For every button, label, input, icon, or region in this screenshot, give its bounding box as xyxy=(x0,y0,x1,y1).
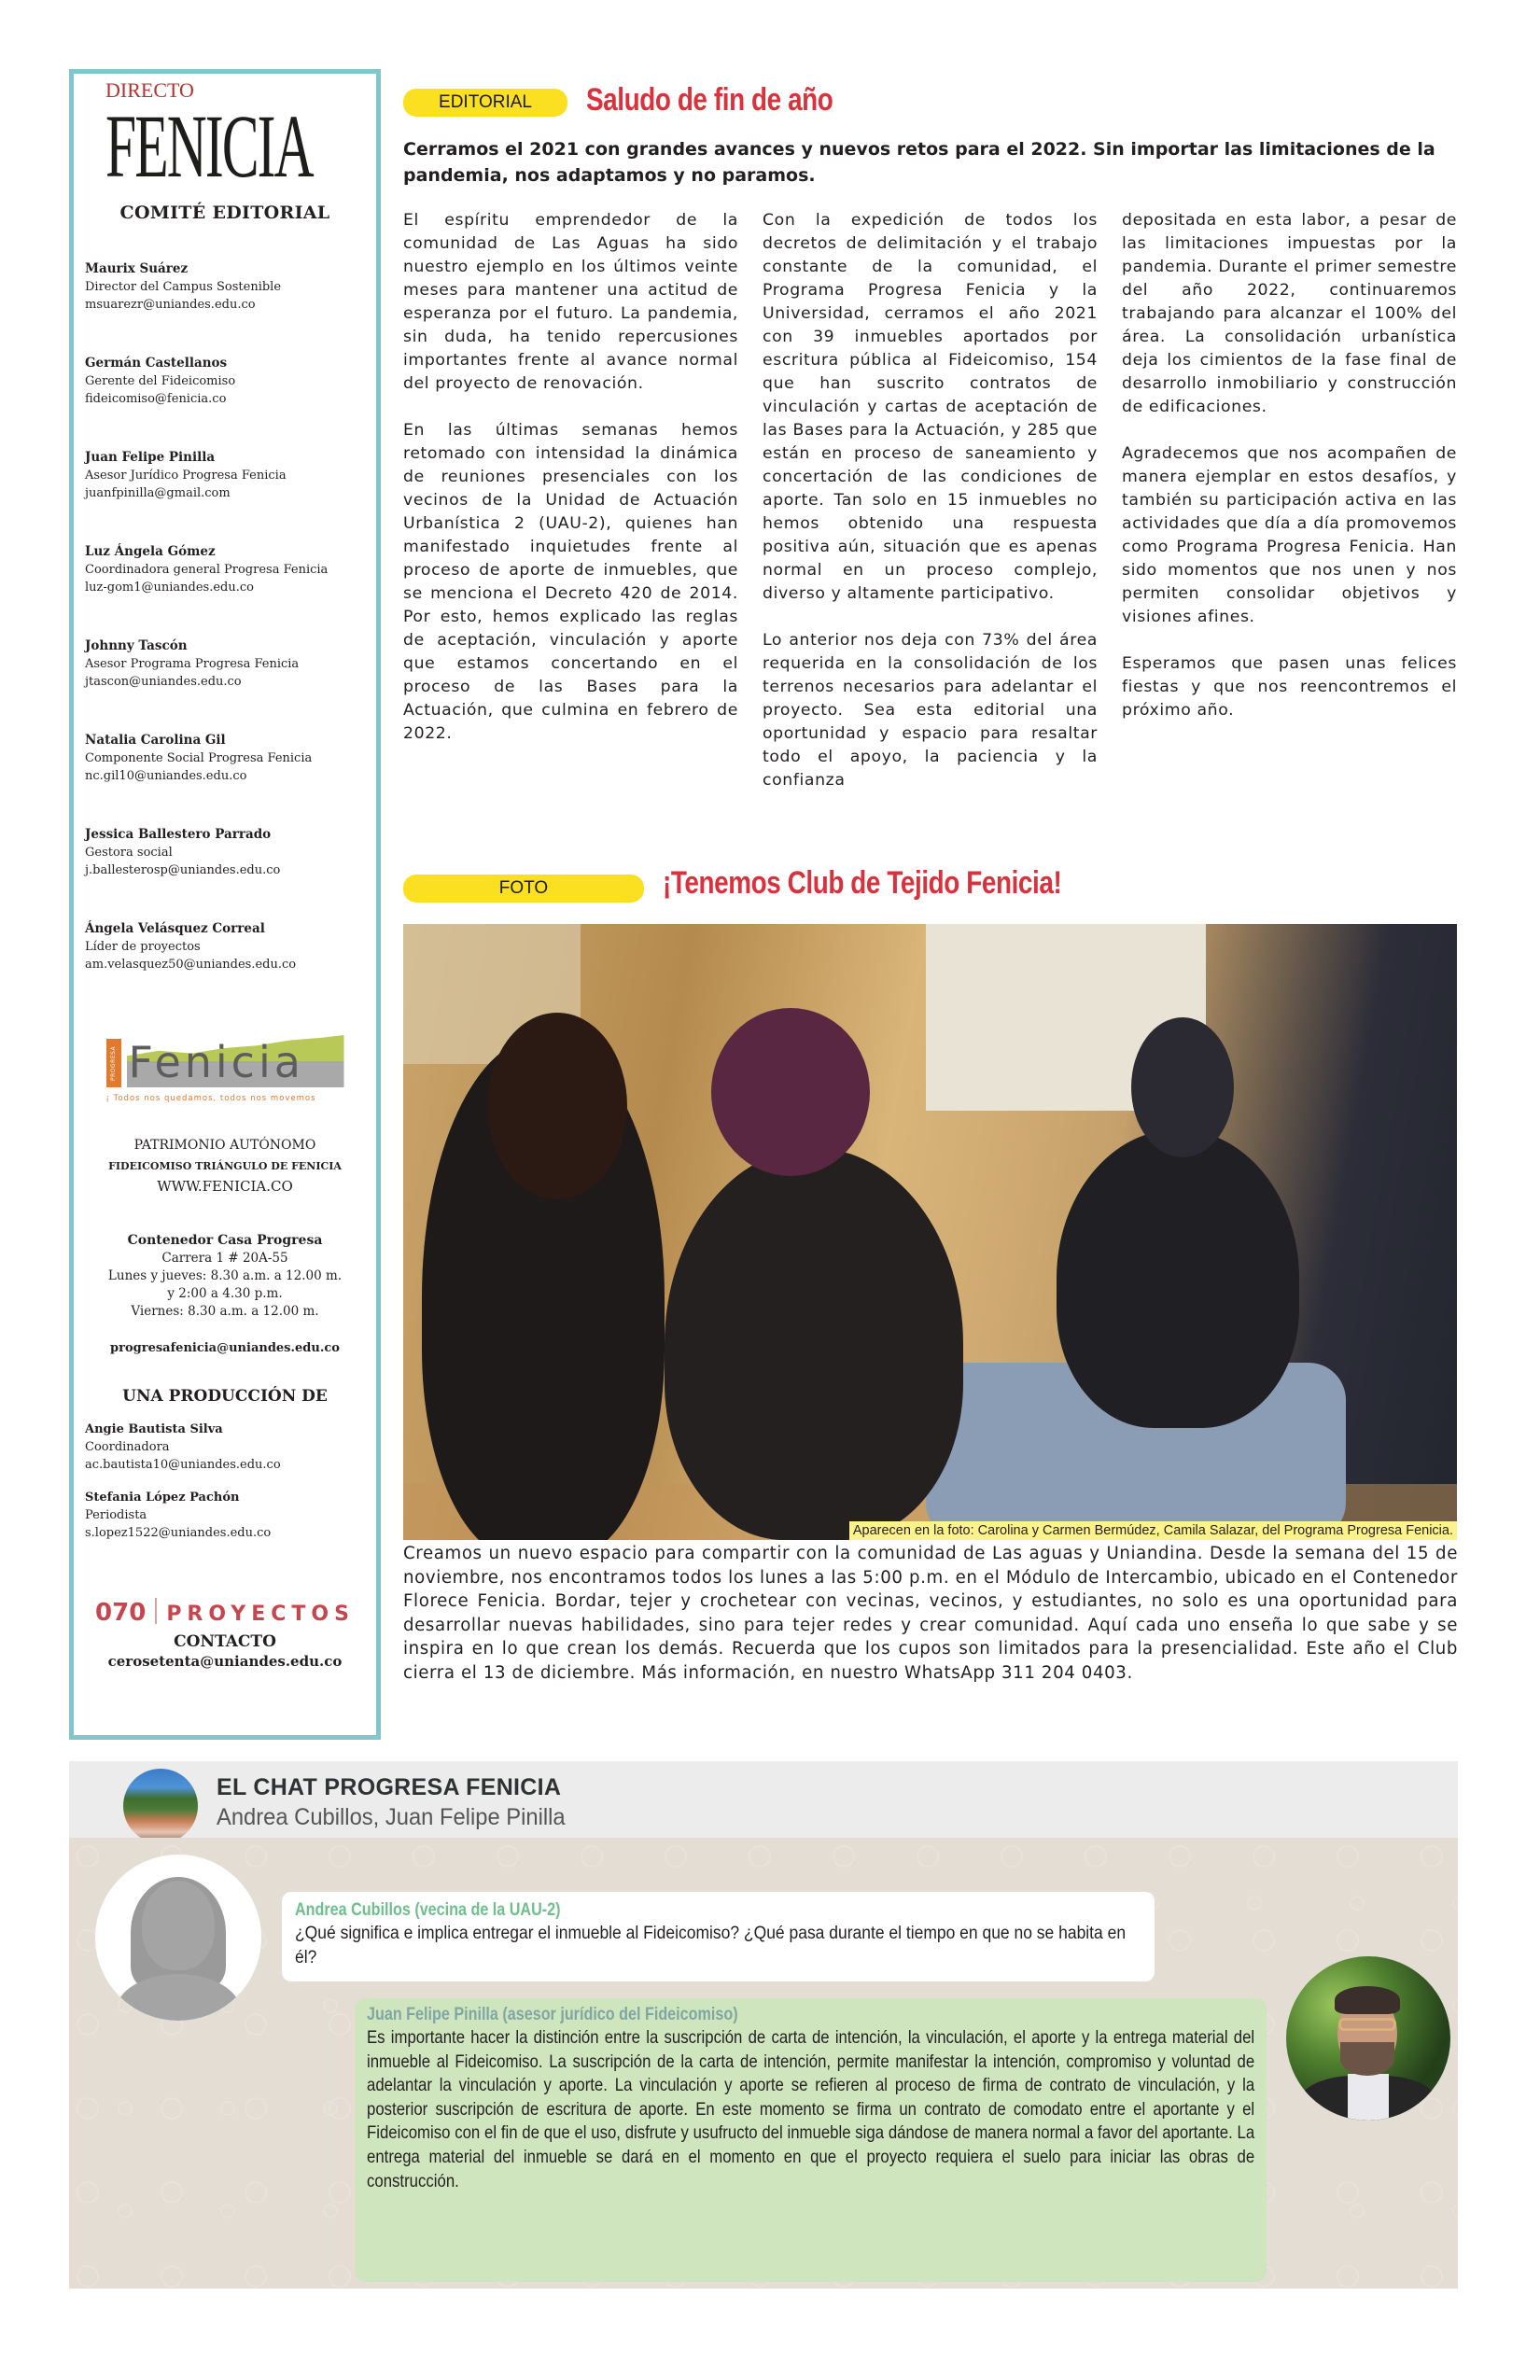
member-role: Componente Social Progresa Fenicia xyxy=(85,751,313,765)
paragraph: En las últimas semanas hemos retomado con intensidad la dinámica de reuniones presenciales con los vecinos de la Unidad de Actuación Urbanística 2 (UAU-2), quienes han manifestado inquietudes frente al proceso de aporte de inmuebles, que se menciona el Decreto 420 de 2014. Por esto, hemos explicado las reglas de aceptación, vinculación y aporte que estamos concertando en el proceso de las Bases para la Actuación, que culmina en febrero de 2022. xyxy=(403,421,738,743)
editorial-lead: Cerramos el 2021 con grandes avances y nuevos retos para el 2022. Sin importar las limitaciones de la pandemia, nos adaptamos y no paramos. xyxy=(403,139,1435,186)
avatar-beard xyxy=(1340,2042,1394,2076)
committee-title: COMITÉ EDITORIAL xyxy=(119,203,330,223)
paragraph: Agradecemos que nos acompañen de manera ejemplar en estos desafíos, y también su participación activa en las actividades que día a día promovemos como Programa Progresa Fenicia. Han sido momentos que nos unen y nos permiten consolidar objetivos y visiones afines. xyxy=(1122,444,1457,626)
paragraph: El espíritu emprendedor de la comunidad de Las Aguas ha sido nuestro ejemplo en los últimos veinte meses para mantener una actitud de esperanza por el futuro. La pandemia, sin duda, ha tenido repercusiones importantes frente al avance normal del proyecto de renovación. xyxy=(403,211,738,393)
member-email[interactable]: j.ballesterosp@uniandes.edu.co xyxy=(85,863,281,877)
member-role: Director del Campus Sostenible xyxy=(85,280,282,294)
editorial-column xyxy=(1122,209,1457,792)
photo-section-body: Creamos un nuevo espacio para compartir con la comunidad de Las aguas y Uniandina. Desde la semana del 15 de noviembre, nos encontramos todos los lunes a las 5:00 p.m. en el Módulo de Intercambio, ubicado en el Contenedor Florece Fenicia. Bordar, tejer y crochetear con vecinas, vecinos, y estudiantes, no solo es una oportunidad para desarrollar nuevas habilidades, sino para tejer redes y crear comunidad. Aquí cada uno enseña lo que sabe y se inspira en lo que crean los demás. Recuerda que los cupos son limitados para la presencialidad. Este año el Club cierra el 13 de diciembre. Más información, en nuestro WhatsApp 311 204 0403. xyxy=(403,1544,1458,1683)
office-title: Contenedor Casa Progresa xyxy=(127,1233,323,1248)
member-name: Angie Bautista Silva xyxy=(85,1422,223,1436)
logo-number: 070 xyxy=(95,1599,147,1627)
masthead-logo xyxy=(85,79,365,199)
photo-tag: FOTO xyxy=(403,875,644,903)
contact-label: CONTACTO xyxy=(174,1632,276,1651)
member-name: Jessica Ballestero Parrado xyxy=(85,827,272,842)
paragraph: Esperamos que pasen unas felices fiestas y que nos reencontremos el próximo año. xyxy=(1122,654,1457,720)
website-link[interactable]: WWW.FENICIA.CO xyxy=(157,1178,293,1195)
office-hours: Lunes y jueves: 8.30 a.m. a 12.00 m. xyxy=(107,1268,343,1283)
member-email[interactable]: luz-gom1@uniandes.edu.co xyxy=(85,581,254,595)
logo-graphic-row xyxy=(106,1033,344,1089)
chat-title: EL CHAT PROGRESA FENICIA xyxy=(217,1774,562,1800)
member-email[interactable]: s.lopez1522@uniandes.edu.co xyxy=(85,1526,272,1540)
logo-tagline: ¡ Todos nos quedamos, todos nos movemos xyxy=(105,1094,316,1103)
patrimonio-label: PATRIMONIO AUTÓNOMO xyxy=(133,1138,316,1153)
member-role: Periodista xyxy=(85,1508,147,1522)
logo-word: Fenicia xyxy=(128,1037,304,1087)
committee-members xyxy=(85,260,365,973)
editorial-title: Saludo de fin de año xyxy=(586,82,833,118)
progresa-fenicia-logo xyxy=(106,1033,344,1104)
default-avatar-icon xyxy=(95,1855,261,2021)
member-role: Gerente del Fideicomiso xyxy=(85,374,236,388)
logo-word: PROYECTOS xyxy=(166,1603,355,1626)
photo-figure xyxy=(1057,1129,1299,1428)
glasses-icon xyxy=(1338,2018,1396,2031)
committee-member xyxy=(85,449,365,502)
member-email[interactable]: am.velasquez50@uniandes.edu.co xyxy=(85,958,297,972)
masthead-kicker: DIRECTO xyxy=(105,79,194,102)
logo-vertical-label: PROGRESA xyxy=(106,1039,121,1087)
editorial-column xyxy=(403,209,738,792)
chat-message-answer xyxy=(355,1998,1267,2282)
fideicomiso-label: FIDEICOMISO TRIÁNGULO DE FENICIA xyxy=(108,1160,342,1172)
production-title: UNA PRODUCCIÓN DE xyxy=(122,1387,328,1406)
production-member xyxy=(85,1489,365,1542)
sidebar-masthead-panel xyxy=(69,69,381,1740)
juan-felipe-avatar xyxy=(1286,1956,1450,2121)
masthead-name-wrap xyxy=(105,102,365,191)
member-role: Coordinadora general Progresa Fenicia xyxy=(85,563,329,577)
chat-group-avatar xyxy=(123,1769,198,1843)
production-member xyxy=(85,1421,365,1474)
member-role: Asesor Programa Progresa Fenicia xyxy=(85,657,300,671)
photo-figure xyxy=(711,1008,870,1176)
contact-email[interactable]: cerosetenta@uniandes.edu.co xyxy=(107,1653,343,1670)
committee-member xyxy=(85,355,365,408)
committee-member xyxy=(85,543,365,596)
photo-figure xyxy=(1131,1017,1234,1157)
chat-header xyxy=(69,1761,1458,1838)
message-text: ¿Qué significa e implica entregar el inmueble al Fideicomiso? ¿Qué pasa durante el tiempo en que no se habita en él? xyxy=(295,1924,1127,1967)
member-email[interactable]: jtascon@uniandes.edu.co xyxy=(85,675,242,689)
editorial-columns xyxy=(403,209,1458,792)
member-email[interactable]: msuarezr@uniandes.edu.co xyxy=(85,298,256,312)
photo-figure xyxy=(665,1148,963,1540)
committee-member xyxy=(85,920,365,973)
committee-member xyxy=(85,826,365,879)
message-author: Juan Felipe Pinilla (asesor jurídico del Fideicomiso) xyxy=(367,2005,738,2024)
member-email[interactable]: fideicomiso@fenicia.co xyxy=(85,392,227,406)
masthead-name: FENICIA xyxy=(105,102,313,191)
paragraph: depositada en esta labor, a pesar de las limitaciones impuestas por la pandemia. Durante el primer semestre del año 2022, continuaremos trabajando para alcanzar el 100% del área. La consolidación urbanística deja los cimientos de la fase final de desarrollo inmobiliario y construcción de edificaciones. xyxy=(1122,211,1457,416)
member-name: Maurix Suárez xyxy=(85,261,189,276)
member-name: Stefania López Pachón xyxy=(85,1491,240,1505)
editorial-tag: EDITORIAL xyxy=(403,89,567,117)
office-hours: Viernes: 8.30 a.m. a 12.00 m. xyxy=(131,1304,319,1319)
chat-message-question xyxy=(282,1892,1155,1981)
paragraph: Con la expedición de todos los decretos de delimitación y el trabajo constante de la comunidad, el Programa Progresa Fenicia y la Universidad, cerramos el año 2021 con 39 inmuebles aportados por escritura pública al Fideicomiso, 154 que han suscrito contratos de vinculación y cartas de aceptación de las Bases para la Actuación, y 285 que están en proceso de saneamiento y concertación de las condiciones de aporte. Tan solo en 15 inmuebles no hemos obtenido una respuesta positiva aún, situación que es apenas normal en un proceso complejo, diverso y altamente participativo. xyxy=(763,211,1098,603)
photo-figure xyxy=(487,1013,627,1199)
photo-caption: Aparecen en la foto: Carolina y Carmen Bermúdez, Camila Salazar, del Programa Progresa Fenicia. xyxy=(849,1521,1457,1540)
member-role: Gestora social xyxy=(85,846,173,860)
member-email[interactable]: juanfpinilla@gmail.com xyxy=(85,486,231,500)
paragraph: Lo anterior nos deja con 73% del área requerida en la consolidación de los terrenos necesarios para adelantar el proyecto. Sea esta editorial una oportunidad y espacio para resaltar todo el apoyo, la paciencia y la confianza xyxy=(763,631,1098,790)
office-hours: y 2:00 a 4.30 p.m. xyxy=(167,1286,283,1301)
chat-body xyxy=(69,1838,1458,2289)
070-proyectos-logo xyxy=(85,1598,365,1627)
member-name: Luz Ángela Gómez xyxy=(85,544,216,559)
member-role: Asesor Jurídico Progresa Fenicia xyxy=(85,469,287,483)
member-name: Ángela Velásquez Correal xyxy=(85,921,265,936)
member-name: Juan Felipe Pinilla xyxy=(85,450,216,465)
office-email[interactable]: progresafenicia@uniandes.edu.co xyxy=(110,1341,340,1355)
photo-section-title: ¡Tenemos Club de Tejido Fenicia! xyxy=(663,865,1062,901)
office-address: Carrera 1 # 20A-55 xyxy=(161,1251,288,1266)
member-name: Johnny Tascón xyxy=(85,638,188,653)
committee-member xyxy=(85,637,365,691)
avatar-head xyxy=(142,1881,215,1970)
editorial-column xyxy=(763,209,1098,792)
member-email[interactable]: ac.bautista10@uniandes.edu.co xyxy=(85,1458,281,1472)
message-author: Andrea Cubillos (vecina de la UAU-2) xyxy=(295,1900,561,1920)
message-text: Es importante hacer la distinción entre la suscripción de carta de intención, la vinculación, el aporte y la entrega material del inmueble al Fideicomiso. La suscripción de la carta de intención, permite manifestar la intención, compromiso y voluntad de adelantar la vinculación y aporte. La vinculación y aporte se refieren al proceso de firma de contrato de vinculación, y la posterior suscripción de escritura de aporte. En este momento se firma un contrato de comodato entre el aportante y el Fideicomiso con el fin de que el uso, disfrute y usufructo del inmueble siga dándose de manera normal a favor del aportante. La entrega material del inmueble se dará en el momento en que el proyecto requiera el suelo para iniciar las obras de construcción. xyxy=(367,2027,1255,2191)
knitting-club-photo xyxy=(403,924,1457,1540)
committee-member xyxy=(85,260,365,314)
member-name: Germán Castellanos xyxy=(85,356,228,371)
committee-member xyxy=(85,732,365,785)
member-email[interactable]: nc.gil10@uniandes.edu.co xyxy=(85,769,247,783)
avatar-hair xyxy=(1335,1986,1400,2014)
member-name: Natalia Carolina Gil xyxy=(85,733,226,748)
chat-participants: Andrea Cubillos, Juan Felipe Pinilla xyxy=(217,1804,566,1830)
office-info xyxy=(85,1232,365,1321)
member-role: Líder de proyectos xyxy=(85,940,201,954)
member-role: Coordinadora xyxy=(85,1440,170,1454)
logo-divider xyxy=(155,1598,157,1624)
avatar-shirt xyxy=(1348,2074,1389,2121)
